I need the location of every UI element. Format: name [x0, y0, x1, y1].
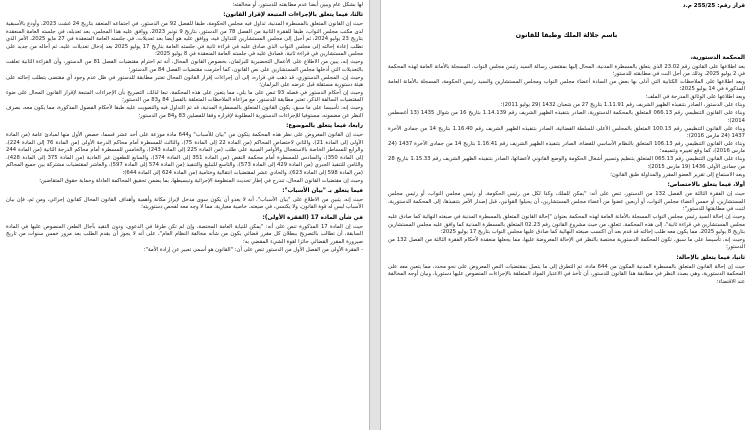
paragraph: حيث إن الفقرة الثالثة من الفصل 132 من الدستور، تنص على أنه: "يمكن للملك، وكذا لكل من رئيس الحكومة، أو رئيس مجلس النواب، أو رئيس مجلس المستشارين، أو خمس أعضاء مجلس النواب، أو أربعين عضوا من أعضاء مجلس المستشارين، أن يحيلوا القوانين، قبل إصدار الأمر بتنفيذها، إلى المحكمة الدستورية، لتبت في مطابقتها للدستور"؛	[388, 191, 745, 213]
partial-top-line: لها بشكل عام ويبين أيضا عدم مطابقته للدستور، أو مخالفته؛	[232, 2, 363, 8]
paragraph: وبناء على القانون التنظيمي رقم 065.13 المتعلق بتنظيم وتسيير أشغال الحكومة والوضع القانوني لأعضائها، الصادر بتنفيذه الظهير الشريف رقم 1.15.33 بتاريخ 28 من جمادى الأولى 1436 (19 مارس 2015)؛	[388, 156, 745, 170]
subject-paragraphs	[6, 132, 363, 185]
procedure-paragraphs	[6, 21, 363, 120]
section-subject-heading: رابعا، فيما يتعلق بالموضوع:	[286, 123, 363, 130]
section-referral-heading: ثانيا، فيما يتعلق بالإحالة:	[676, 254, 745, 261]
section-jurisdiction-heading: أولا، فيما يتعلق بالاختصاص:	[667, 182, 745, 189]
preamble-paragraphs	[388, 64, 745, 180]
document-page-right	[381, 0, 750, 430]
paragraph: وبعد الاستماع إلى تقرير العضو المقرر والمداولة طبق القانون؛	[610, 171, 745, 178]
section-procedure-heading: ثالثا، فيما يتعلق بالإجراءات المتبعة لإقرار القانون:	[223, 12, 363, 19]
page-gutter-divider	[369, 0, 381, 430]
paragraph: وبعد اطلاعها على الوثائق المدرجة في الملف؛	[645, 94, 745, 101]
section-reasons-heading: فيما يتعلق بـ "بيان الأسباب":	[282, 188, 363, 195]
paragraph: وحيث إن، المجلس الدستوري، قد ذهب في قراره، إلى أن إجراءات إقرار القانون المحال تعتبر مطابقة للدستور في ظل عدم وجود أي مقتضى يتطلب إحالته على هيئة دستورية مستقلة قبل عرضه على البرلمان؛	[6, 74, 363, 89]
paragraph: حيث إنه، يتبين من الاطلاع على "بيان الأسباب"، أنه لا يعدو أن يكون سوى مدخل لإبراز مكانة وأهمية وأهداف القانون المحال كقانون إجرائي، ومن ثم، فإن بيان الأسباب ليس له قوة القانون، ولا يكتسي، في صيغته، خاصية معيارية، مما لا وجه معه لفحص دستوريته؛	[6, 197, 363, 211]
paragraph: وبناء على القانون التنظيمي رقم 106.13 المتعلق بالنظام الأساسي للقضاة، الصادر بتنفيذه الظهير الشريف رقم 1.16.41 بتاريخ 14 من جمادى الآخرة 1437 (24 مارس 2016)، كما وقع تغييره وتتميمه؛	[388, 141, 745, 155]
paragraph: حيث إن القانون المتعلق بالمسطرة المدنية، تداول فيه مجلس الحكومة، طبقا للفصل 92 من الدستور، في اجتماعه المنعقد بتاريخ 24 غشت 2023، وأودع بالأسبقية لدى مكتب مجلس النواب، طبقا للفقرة الثانية من الفصل 78 من الدستور، بتاريخ 9 نونبر 2023، ووافق عليه هذا المجلس، بعد تعديله، في جلسته العامة المنعقدة بتاريخ 23 يوليو 2024، ثم أحيل إلى مجلس المستشارين للتداول فيه، ووافق عليه هو أيضا بعد تعديلات، في جلسته العامة المنعقدة في 27 مايو 2025، الأمر الذي تطلب إعادة إحالته إلى مجلس النواب الذي صادق عليه في قراءة ثانية في جلسته العامة بتاريخ 17 يوليو 2025 بعد إدخال تعديلات عليه، ثم أحاله من جديد على مجلس المستشارين في قراءة ثانية، فصادق عليه في جلسته العامة المنعقدة في 8 يوليو 2025؛	[6, 21, 364, 58]
paragraph: وحيث إن أحكام الدستور في فصله 93 تنص على ما يلي، مما يتعين على هذه المحكمة، تبعا لذلك، التصريح بأن الإجراءات المتبعة لإقرار القانون المحال على ضوء المقتضيات السالفة الذكر، تعتبر مطابقة للدستور، مع مراعاة الملاحظات المتعلقة بالفصل 84 و83 من الدستور؛	[6, 90, 363, 104]
paragraph: بعد اطلاعها على القانون رقم 23.02 الذي يتعلق بالمسطرة المدنية، المحال إليها بمقتضى رسالة السيد رئيس مجلس النواب، المسجلة بالأمانة العامة لهذه المحكمة في 2 يوليو 2025، وذلك من أجل البت في مطابقته للدستور؛	[388, 63, 746, 77]
paragraph: وبناء على القانون التنظيمي رقم 100.13 المتعلق بالمجلس الأعلى للسلطة القضائية، الصادر بتنفيذه الظهير الشريف رقم 1.16.40 بتاريخ 14 من جمادى الآخرة 1437 (24 مارس 2016)؛	[388, 125, 745, 140]
paragraph: حيث إن القانون المعروض على نظر هذه المحكمة يتكون من "بيان للأسباب" و644 مادة موزعة على أحد عشر قسما، خصص الأول منها لمبادئ عامة (من المادة الأولى إلى المادة 21)، والثاني لاختصاص المحاكم (من المادة 22 إلى المادة 75)، والثالث للمسطرة أمام محاكم الدرجة الأولى (من المادة 76 إلى المادة 224)، والرابع للمساطر الخاصة بالاستعجال والأوامر المبنية على طلب (من المادة 225 إلى المادة 243)، والخامس للمسطرة أمام محاكم الدرجة الثانية (من المادة 244 إلى المادة 350)، والسادس للمسطرة أمام محكمة النقض (من المادة 351 إلى المادة 374)، والسابع للطعون غير العادية (من المادة 375 إلى المادة 428)، والثامن للتنفيذ الجبري (من المادة 429 إلى المادة 573)، والتاسع للتبليغ والتنفيذ (من المادة 574 إلى المادة 597)، والعاشر لمقتضيات مشتركة بين جميع المحاكم (من المادة 598 إلى المادة 623)، والحادي عشر لمقتضيات انتقالية وختامية (من المادة 624 إلى المادة 644)؛	[6, 132, 364, 176]
paragraph: وبعد اطلاعها على الملاحظات الكتابية التي أدلى بها بعض من السادة أعضاء مجلس النواب ومجلس المستشارين والسيد رئيس الحكومة، المسجلة بالأمانة العامة المذكورة في 14 يوليو 2025؛	[388, 78, 745, 93]
paragraph: وبناء على الدستور، الصادر بتنفيذه الظهير الشريف رقم 1.11.91 بتاريخ 27 من شعبان 1432 (29 يوليو 2011)؛	[500, 102, 745, 109]
document-page-left	[0, 0, 369, 430]
document-title: باسم جلالة الملك وطبقا للقانون	[515, 30, 618, 39]
paragraph: حيث إن إحالة القانون المتعلق بالمسطرة المدنية المكون من 644 مادة، تم التطرق إلى ما يتصل بمقتضيات النص المعروض على نحو محدد، مما يتعين معه على المحكمة الدستورية، وهي بصدد النظر في مطابقة هذا القانون للدستور، أن تأخذ في الاعتبار المواد المتعلقة بالإجراءات المنصوص عليها دستوريا، وبيان أوجه المخالفة عند الاقتضاء؛	[388, 263, 745, 285]
paragraph: وحيث إن إحالة السيد رئيس مجلس النواب المسجلة بالأمانة العامة لهذه المحكمة بعنوان "إحالة القانون المتعلق بالمسطرة المدنية في صيغته النهائية كما صادق عليه مجلس المستشارين في قراءة ثانية"، إلى هذه المحكمة، تتعلق، من حيث مشروع القانون رقم 02.23 المتعلق بالمسطرة المدنية كما وافق عليه مجلس المستشارين بتاريخ 8 يوليو 2025، مما يكون معه طلب إحالته قد قدم بعد أن اكتسب صيغته النهائية كما صادق عليها مجلس النواب بتاريخ 17 يوليو 2025؛	[388, 214, 746, 236]
paragraph: وحيث إن مقتضيات القانون المحال، تندرج في إطار تحديث المنظومة الإجرائية وتبسيطها، بما يضمن تحقيق المحاكمة العادلة وحماية حقوق المتقاضين؛	[39, 177, 363, 184]
paragraph: وحيث إنه، يبين من الاطلاع على الأعمال التحضيرية للبرلمان، بخصوص القانون المحال، أنه تم احترام مقتضيات الفصل 81 من الدستور، وأن القراءة الثانية تعلقت بالتعديلات التي أدخلها مجلس المستشارين على نص القانون، كما أحترمت مقتضيات الفصل 84 من الدستور؛	[6, 59, 363, 73]
reasons-paragraphs	[6, 197, 363, 212]
article17-paragraphs	[6, 224, 363, 254]
paragraph: وبناء على القانون التنظيمي رقم 066.13 المتعلق بالمحكمة الدستورية، الصادر بتنفيذه الظهير الشريف رقم 1.14.139 بتاريخ 16 من شوال 1435 (13 أغسطس 2014)؛	[388, 110, 745, 124]
paragraph: وحيث إنه، تأسيسا على ما سبق، تكون المحكمة الدستورية مختصة بالنظر في الإحالة المعروضة عليها، مما يجعلها منعقدة لأحكام الفقرة الثالثة من الفصل 132 من الدستور؛	[388, 237, 745, 251]
referral-paragraphs	[388, 264, 745, 286]
jurisdiction-paragraphs	[388, 191, 745, 252]
paragraph: - الفقرة الأولى من الفصل الأول من الدستور تنص على أن: "القانون هو أسمى تعبير عن إرادة الأمة"؛	[143, 246, 363, 253]
section-article17-heading: في شأن المادة 17 (الفقرة الأولى):	[262, 214, 363, 221]
paragraph: حيث إن المادة 17 المذكورة تنص على أنه: "يمكن للنيابة العامة المختصة، وإن لم تكن طرفا في الدعوى، ودون التقيد بآجال الطعن المنصوص عليها في المادة السابقة، أن تطالب بالتصريح ببطلان كل مقرر قضائي يكون من شأنه مخالفة النظام العام"، على أنه لا يجوز أن يقدم الطلب بعد مرور خمس سنوات من تاريخ صيرورة المقرر القضائي حائزا لقوة الشيء المقضي به؛	[6, 223, 363, 245]
paragraph: وحيث إنه، تأسيسا على ما سبق، يكون القانون المتعلق بالمسطرة المدنية، قد تم التداول فيه والتصويت عليه طبقا لأحكام الفصول المذكورة، مما يكون معه، بصرف النظر عن مضمونه، مستوفيا للإجراءات الدستورية المطلوبة لإقراره وفقا للفصلين 83 و84 من الدستور؛	[6, 105, 363, 119]
court-name: المحكمة الدستورية،	[690, 54, 745, 61]
decision-number: قرار رقم: 255/25 م.د	[682, 3, 745, 9]
